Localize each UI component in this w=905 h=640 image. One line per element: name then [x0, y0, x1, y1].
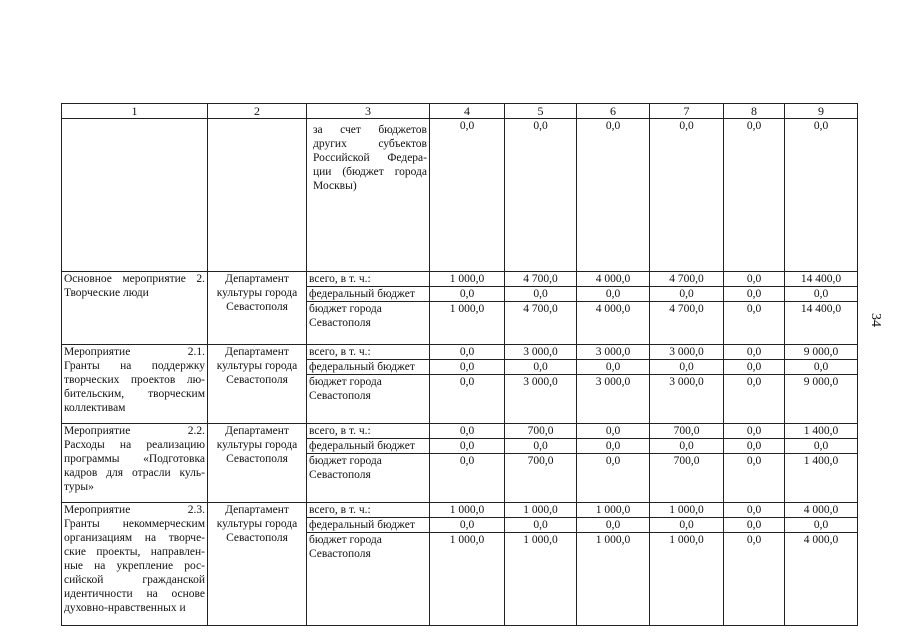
value-cell: 0,0 [577, 439, 650, 454]
executor-cell [208, 503, 307, 626]
value-cell: 1 000,0 [577, 503, 650, 518]
value-cell: 9 000,0 [785, 375, 858, 424]
activity-name-cell [62, 345, 208, 424]
value-cell: 4 700,0 [650, 302, 724, 345]
value-cell: 0,0 [577, 518, 650, 533]
executor-line: Севастополя [226, 374, 288, 386]
activity-name-line: туры» [64, 481, 94, 493]
value-cell: 0,0 [724, 424, 785, 439]
value-cell: 1 000,0 [430, 503, 505, 518]
activity-name-line: кадров для отрасли куль- [64, 467, 205, 479]
value-cell: 1 000,0 [505, 503, 577, 518]
funding-source-line: всего, в т. ч.: [309, 504, 371, 516]
cell-empty [208, 119, 307, 272]
funding-source-cell [307, 119, 430, 272]
funding-source-line: федеральный бюджет [309, 519, 415, 531]
funding-source-cell [307, 345, 430, 360]
funding-source-line: Российской Федера- [313, 152, 427, 164]
value-cell: 0,0 [577, 287, 650, 302]
funding-source-line: за счет бюджетов [313, 124, 427, 136]
value-cell: 9 000,0 [785, 345, 858, 360]
value-cell: 0,0 [724, 375, 785, 424]
value-cell: 1 000,0 [650, 533, 724, 626]
value-cell: 0,0 [650, 119, 724, 272]
value-cell: 0,0 [577, 454, 650, 503]
funding-source-line: других субъектов [313, 138, 427, 150]
activity-name-line: Творческие люди [64, 287, 149, 299]
value-cell: 0,0 [505, 518, 577, 533]
funding-source-cell [307, 272, 430, 287]
value-cell: 4 000,0 [577, 272, 650, 287]
activity-name-line: идентичности на основе [64, 588, 205, 600]
header-row [62, 104, 858, 119]
value-cell: 1 400,0 [785, 424, 858, 439]
value-cell: 0,0 [505, 360, 577, 375]
value-cell: 4 000,0 [577, 302, 650, 345]
value-cell: 0,0 [650, 287, 724, 302]
column-header: 6 [577, 104, 650, 119]
activity-name-line: Основное мероприятие 2. [64, 273, 205, 285]
executor-line: культуры города [216, 518, 298, 530]
table-row [62, 424, 858, 439]
executor-line: Севастополя [226, 453, 288, 465]
activity-name-line: программы «Подготовка [64, 453, 205, 465]
funding-source-cell [307, 439, 430, 454]
executor-line: Севастополя [226, 532, 288, 544]
value-cell: 0,0 [785, 360, 858, 375]
activity-name-line: Расходы на реализацию [64, 439, 205, 451]
value-cell: 0,0 [724, 439, 785, 454]
column-header: 4 [430, 104, 505, 119]
value-cell: 4 700,0 [505, 302, 577, 345]
value-cell: 0,0 [785, 287, 858, 302]
page-number: 34 [868, 313, 883, 327]
value-cell: 0,0 [724, 454, 785, 503]
funding-source-cell [307, 518, 430, 533]
funding-source-line: Москвы) [313, 180, 357, 192]
activity-name-line: Мероприятие 2.1. [64, 346, 205, 358]
funding-source-line: ции (бюджет города [313, 166, 427, 178]
value-cell: 3 000,0 [577, 375, 650, 424]
funding-source-line: Севастополя [309, 469, 371, 481]
activity-name-line: коллективам [64, 402, 126, 414]
value-cell: 0,0 [724, 503, 785, 518]
value-cell: 1 000,0 [650, 503, 724, 518]
activity-name-line: Гранты некоммерческим [64, 518, 205, 530]
funding-source-line: Севастополя [309, 317, 371, 329]
value-cell: 0,0 [785, 439, 858, 454]
funding-source-cell [307, 360, 430, 375]
value-cell: 0,0 [430, 454, 505, 503]
value-cell: 0,0 [724, 533, 785, 626]
column-header: 7 [650, 104, 724, 119]
funding-source-cell [307, 375, 430, 424]
value-cell: 1 000,0 [430, 533, 505, 626]
value-cell: 0,0 [577, 360, 650, 375]
value-cell: 4 700,0 [650, 272, 724, 287]
value-cell: 3 000,0 [650, 375, 724, 424]
value-cell: 3 000,0 [650, 345, 724, 360]
funding-source-line: всего, в т. ч.: [309, 425, 371, 437]
value-cell: 3 000,0 [505, 345, 577, 360]
funding-source-cell [307, 302, 430, 345]
value-cell: 0,0 [650, 360, 724, 375]
activity-name-line: сийской гражданской [64, 574, 205, 586]
value-cell: 1 400,0 [785, 454, 858, 503]
funding-source-line: федеральный бюджет [309, 288, 415, 300]
value-cell: 3 000,0 [577, 345, 650, 360]
value-cell: 700,0 [650, 454, 724, 503]
value-cell: 14 400,0 [785, 272, 858, 287]
activity-name-line: ные на укрепление рос- [64, 560, 205, 572]
value-cell: 0,0 [505, 119, 577, 272]
executor-cell [208, 345, 307, 424]
value-cell: 0,0 [430, 287, 505, 302]
funding-source-cell [307, 424, 430, 439]
value-cell: 0,0 [505, 439, 577, 454]
executor-line: культуры города [216, 287, 298, 299]
funding-source-cell [307, 503, 430, 518]
funding-source-line: бюджет города [309, 303, 382, 315]
funding-source-cell [307, 454, 430, 503]
value-cell: 0,0 [430, 360, 505, 375]
value-cell: 4 000,0 [785, 503, 858, 518]
activity-name-line: бительским, творческим [64, 388, 205, 400]
activity-name-line: Мероприятие 2.3. [64, 504, 205, 516]
value-cell: 3 000,0 [505, 375, 577, 424]
value-cell: 1 000,0 [505, 533, 577, 626]
column-header: 5 [505, 104, 577, 119]
activity-name-line: организациям на творче- [64, 532, 205, 544]
activity-name-cell [62, 503, 208, 626]
executor-cell [208, 272, 307, 345]
activity-name-cell [62, 272, 208, 345]
table-row [62, 119, 858, 272]
value-cell: 0,0 [724, 345, 785, 360]
value-cell: 0,0 [724, 360, 785, 375]
value-cell: 0,0 [430, 424, 505, 439]
funding-source-line: бюджет города [309, 455, 382, 467]
value-cell: 0,0 [724, 272, 785, 287]
funding-source-line: бюджет города [309, 376, 382, 388]
budget-table [61, 103, 858, 626]
funding-source-cell [307, 533, 430, 626]
executor-line: Департамент [225, 346, 289, 358]
activity-name-cell [62, 424, 208, 503]
activity-name-line: ские проекты, направлен- [64, 546, 205, 558]
value-cell: 1 000,0 [430, 272, 505, 287]
value-cell: 700,0 [650, 424, 724, 439]
value-cell: 0,0 [430, 119, 505, 272]
funding-source-line: федеральный бюджет [309, 361, 415, 373]
value-cell: 0,0 [430, 518, 505, 533]
table-row [62, 345, 858, 360]
activity-name-line: Мероприятие 2.2. [64, 425, 205, 437]
value-cell: 700,0 [505, 424, 577, 439]
value-cell: 0,0 [650, 439, 724, 454]
funding-source-line: федеральный бюджет [309, 440, 415, 452]
table-row [62, 503, 858, 518]
funding-source-cell [307, 287, 430, 302]
value-cell: 0,0 [650, 518, 724, 533]
table-row [62, 272, 858, 287]
executor-line: культуры города [216, 360, 298, 372]
value-cell: 1 000,0 [577, 533, 650, 626]
executor-cell [208, 424, 307, 503]
funding-source-line: Севастополя [309, 548, 371, 560]
column-header: 1 [62, 104, 208, 119]
executor-line: Департамент [225, 504, 289, 516]
activity-name-line: Гранты на поддержку [64, 360, 205, 372]
value-cell: 0,0 [724, 119, 785, 272]
cell-empty [62, 119, 208, 272]
value-cell: 0,0 [430, 439, 505, 454]
value-cell: 1 000,0 [430, 302, 505, 345]
funding-source-line: всего, в т. ч.: [309, 346, 371, 358]
value-cell: 0,0 [724, 287, 785, 302]
value-cell: 14 400,0 [785, 302, 858, 345]
activity-name-line: духовно-нравственных и [64, 602, 186, 614]
value-cell: 0,0 [785, 119, 858, 272]
column-header: 3 [307, 104, 430, 119]
value-cell: 0,0 [724, 302, 785, 345]
value-cell: 700,0 [505, 454, 577, 503]
funding-source-line: Севастополя [309, 390, 371, 402]
funding-source-line: всего, в т. ч.: [309, 273, 371, 285]
column-header: 8 [724, 104, 785, 119]
column-header: 9 [785, 104, 858, 119]
value-cell: 0,0 [577, 424, 650, 439]
value-cell: 0,0 [505, 287, 577, 302]
activity-name-line: творческих проектов лю- [64, 374, 205, 386]
executor-line: Департамент [225, 273, 289, 285]
value-cell: 0,0 [430, 345, 505, 360]
executor-line: Севастополя [226, 301, 288, 313]
value-cell: 0,0 [785, 518, 858, 533]
value-cell: 4 000,0 [785, 533, 858, 626]
value-cell: 0,0 [577, 119, 650, 272]
column-header: 2 [208, 104, 307, 119]
value-cell: 0,0 [430, 375, 505, 424]
value-cell: 0,0 [724, 518, 785, 533]
executor-line: Департамент [225, 425, 289, 437]
executor-line: культуры города [216, 439, 298, 451]
value-cell: 4 700,0 [505, 272, 577, 287]
funding-source-line: бюджет города [309, 534, 382, 546]
